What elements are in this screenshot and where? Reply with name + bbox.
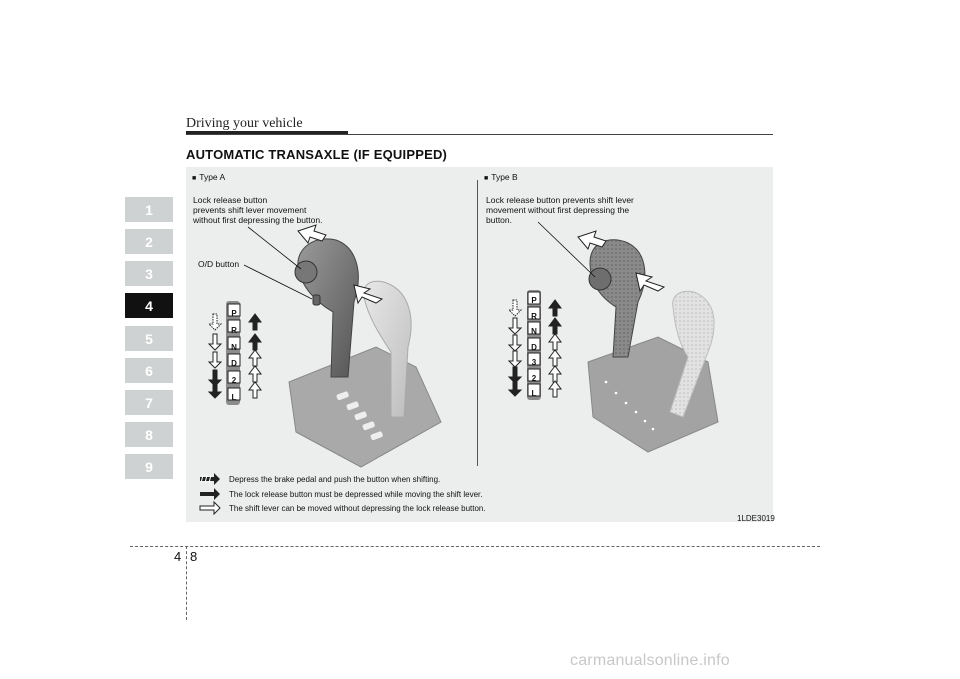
od-button-callout: O/D button — [198, 259, 240, 269]
legend-item-solid: The lock release button must be depressed while moving the shift lever. — [229, 490, 483, 499]
chapter-tab-3[interactable]: 3 — [125, 261, 173, 286]
footer-dashed-rule — [130, 546, 820, 547]
shifter-base-a — [289, 347, 441, 467]
legend-icon-dashed-arrow — [200, 473, 220, 485]
legend-item-dashed: Depress the brake pedal and push the button when shifting. — [229, 475, 441, 484]
figure-code: 1LDE3019 — [737, 514, 775, 523]
chapter-tab-6[interactable]: 6 — [125, 358, 173, 383]
type-b-lock-callout: Lock release button prevents shift lever movement without first depressing the button. — [486, 195, 634, 225]
chapter-tab-2[interactable]: 2 — [125, 229, 173, 254]
lock-callout-line-a — [248, 227, 301, 269]
chapter-tab-9[interactable]: 9 — [125, 454, 173, 479]
type-a-lock-callout: Lock release button prevents shift lever movement without first depressing the button. — [193, 195, 323, 225]
legend-icons — [198, 472, 222, 518]
legend-icon-outline-arrow — [200, 502, 220, 514]
type-b-gear-letters: P R N D 3 2 L — [531, 296, 537, 398]
type-b-label: ■ Type B — [484, 172, 518, 182]
lock-callout-line-b — [538, 222, 595, 277]
footer-chapter-number: 4 — [174, 549, 182, 564]
type-b-right-arrows — [549, 300, 561, 397]
motion-arrow-up-b — [578, 231, 606, 249]
type-a-label: ■ Type A — [192, 172, 225, 182]
motion-arrow-down-b — [636, 273, 664, 291]
lock-release-button-a — [295, 261, 317, 283]
chapter-tab-4[interactable]: 4 — [125, 293, 173, 318]
chapter-tab-7[interactable]: 7 — [125, 390, 173, 415]
type-b-left-arrows — [509, 300, 521, 396]
type-a-left-arrows — [209, 314, 221, 398]
legend-item-outline: The shift lever can be moved without depressing the lock release button. — [229, 504, 486, 513]
chapter-tab-5[interactable]: 5 — [125, 326, 173, 351]
type-a-right-arrows — [249, 314, 261, 398]
type-a-gear-letters: P R N D 2 L — [231, 309, 237, 402]
shift-lever-a — [298, 239, 358, 377]
motion-arrow-up-a — [298, 225, 326, 243]
section-title: AUTOMATIC TRANSAXLE (IF EQUIPPED) — [186, 147, 448, 162]
lock-release-button-b — [589, 268, 611, 290]
watermark: carmanualsonline.info — [570, 652, 730, 669]
footer-page-number: 8 — [190, 549, 198, 564]
header-rule — [186, 134, 773, 135]
chapter-tab-1[interactable]: 1 — [125, 197, 173, 222]
chapter-tab-8[interactable]: 8 — [125, 422, 173, 447]
legend-icon-solid-arrow — [200, 488, 220, 500]
header-title: Driving your vehicle — [186, 116, 303, 131]
footer-dashed-divider — [186, 546, 187, 620]
od-button — [313, 295, 320, 305]
shift-lever-b — [590, 240, 645, 357]
